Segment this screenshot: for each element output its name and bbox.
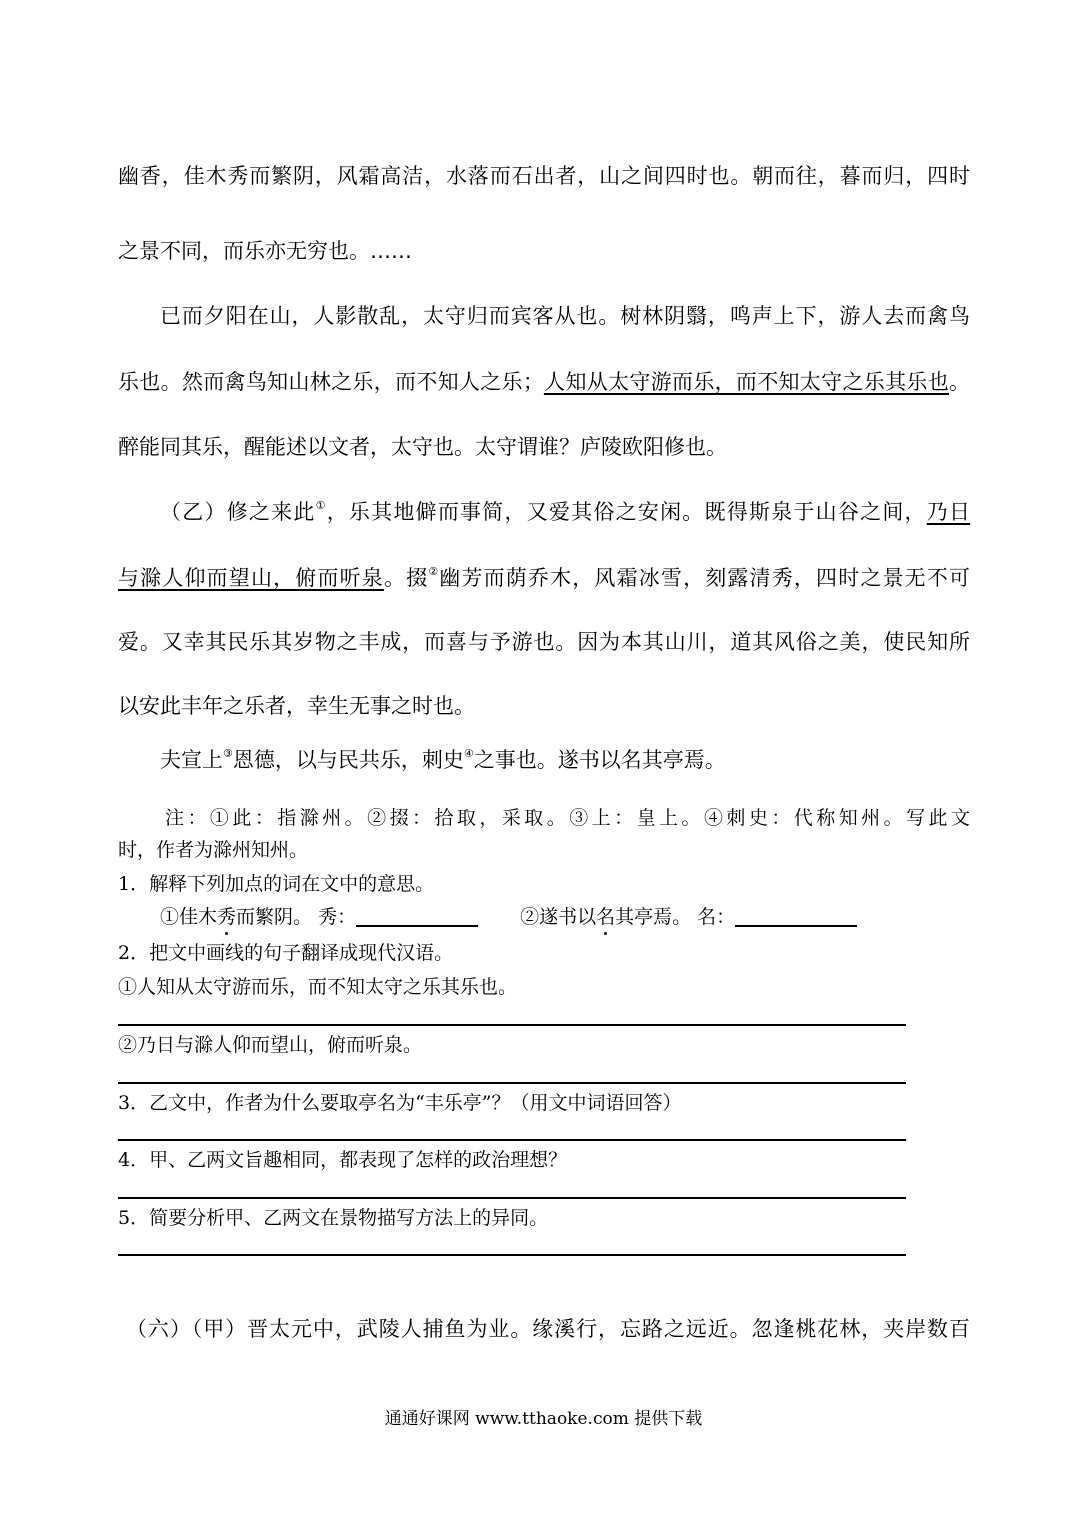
question-1-items [160,903,1012,930]
passage-b-line-1 [160,498,970,526]
text-segment: 。掇 [383,566,429,590]
underlined-sentence-2-start: 乃日 [926,500,970,524]
answer-line-4[interactable] [118,1197,906,1199]
text-segment: 恩德，以与民共乐，刺史 [232,748,464,772]
footnote-marker: ③ [223,747,233,760]
answer-blank-ming[interactable] [735,903,857,927]
text-segment: 乐也。然而禽鸟知山林之乐，而不知人之乐； [118,370,544,394]
question-1: 1．解释下列加点的词在文中的意思。 [118,873,435,895]
text-segment: ②遂书以 [520,906,597,928]
answer-line-2-1[interactable] [118,1024,906,1026]
passage-a-line-1 [118,162,970,190]
text-segment: 夫宣上 [160,748,223,772]
passage-b-line-5 [160,746,970,774]
answer-line-5[interactable] [118,1254,906,1256]
passage-a-line-4 [118,368,970,396]
question-2-2: ②乃日与滁人仰而望山，俯而听泉。 [118,1034,423,1056]
text-segment: ①佳木 [160,906,218,928]
page-footer: 通通好课网 www.tthaoke.com 提供下载 [384,1409,703,1429]
passage-a-line-3: 已而夕阳在山，人影散乱，太守归而宾客从也。树林阴翳，鸣声上下，游人去而禽鸟 [160,304,970,328]
text-segment: 而繁阴，风霜高洁，水落而石出者，山之间四时也。朝而往，暮而归，四时 [249,164,970,188]
answer-blank-xiu[interactable] [356,903,478,927]
question-5: 5．简要分析甲、乙两文在景物描写方法上的异同。 [118,1207,549,1229]
text-segment: 之事也。遂书以 [473,748,621,772]
text-segment: 其亭焉。 名： [615,906,736,928]
passage-a-line-2: 之景不同，而乐亦无穷也。…… [118,239,412,263]
notes-line-1: 注：①此：指滁州。②掇：拾取，采取。③上：皇上。④刺史：代称知州。写此文 [165,807,970,829]
text-segment: （乙）修之来此 [160,500,316,524]
underlined-sentence-2-end: 与滁人仰而望山，俯而听泉 [118,566,384,590]
text-segment: 幽香，佳木 [118,164,228,188]
dotted-word-xiu: 秀 [217,906,237,928]
passage-b-line-3: 爱。又幸其民乐其岁物之丰成，而喜与予游也。因为本其山川，道其风俗之美，使民知所 [118,630,970,654]
dotted-word-ming: 名 [620,748,642,772]
footnote-marker: ④ [463,747,474,760]
text-segment: ，乐其地僻而事简，又爱其俗之安闲。既得斯泉于山谷之间， [326,500,927,524]
text-segment: 幽芳而荫乔木，风霜冰雪，刻露清秀，四时之景无不可 [439,566,970,590]
text-segment: 其亭焉。 [641,748,726,772]
text-segment: 。 [949,370,970,394]
passage-a-line-5: 醉能同其乐，醒能述以文者，太守也。太守谓谁？庐陵欧阳修也。 [118,435,727,459]
question-3: 3．乙文中，作者为什么要取亭名为“丰乐亭”？（用文中词语回答） [118,1092,682,1114]
question-2-1: ①人知从太守游而乐，而不知太守之乐其乐也。 [118,976,518,998]
text-segment: 而繁阴。 秀： [236,906,357,928]
section-six-line-1: （六）（甲）晋太元中，武陵人捕鱼为业。缘溪行，忘路之远近。忽逢桃花林，夹岸数百 [126,1317,970,1341]
footnote-marker: ① [315,499,327,512]
dotted-word-xiu: 秀 [227,164,250,188]
notes-line-2: 时，作者为滁州知州。 [118,839,309,861]
underlined-sentence-1: 人知从太守游而乐，而不知太守之乐其乐也 [543,370,950,394]
footnote-marker: ② [428,565,440,578]
question-2: 2．把文中画线的句子翻译成现代汉语。 [118,942,454,964]
answer-line-2-2[interactable] [118,1082,906,1084]
question-4: 4．甲、乙两文旨趣相同，都表现了怎样的政治理想？ [118,1149,568,1171]
dotted-word-ming: 名 [596,906,616,928]
passage-b-line-4: 以安此丰年之乐者，幸生无事之时也。 [118,694,475,718]
passage-b-line-2 [118,564,970,592]
answer-line-3[interactable] [118,1139,906,1141]
